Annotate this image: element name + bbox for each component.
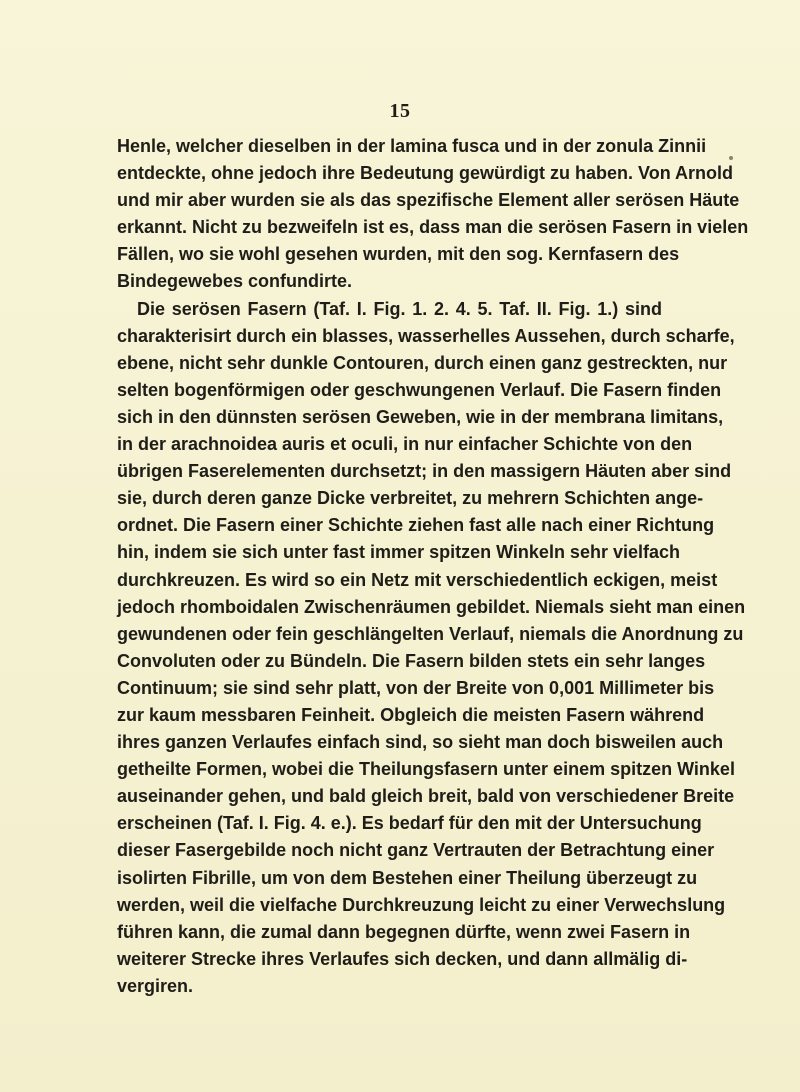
text-line: Bindegewebes confundirte. <box>117 271 353 292</box>
text-line: durchkreuzen. Es wird so ein Netz mit verschiedentlich eckigen, meist <box>117 569 718 590</box>
text-line: ebene, nicht sehr dunkle Contouren, durch einen ganz gestreckten, nur <box>117 352 728 373</box>
text-line: sich in den dünnsten serösen Geweben, wie in der membrana limitans, <box>117 406 724 427</box>
text-line: entdeckte, ohne jedoch ihre Bedeutung gewürdigt zu haben. Von Arnold <box>117 163 734 184</box>
text-line: getheilte Formen, wobei die Theilungsfasern unter einem spitzen Winkel <box>117 759 735 780</box>
text-line: sie, durch deren ganze Dicke verbreitet, zu mehrern Schichten ange- <box>117 488 704 509</box>
text-line: in der arachnoidea auris et oculi, in nur einfacher Schichte von den <box>117 434 693 455</box>
text-line: ordnet. Die Fasern einer Schichte ziehen fast alle nach einer Richtung <box>117 515 715 536</box>
text-line: werden, weil die vielfache Durchkreuzung leicht zu einer Verwechslung <box>117 894 726 915</box>
text-line: Fällen, wo sie wohl gesehen wurden, mit den sog. Kernfasern des <box>117 244 680 265</box>
text-line: dieser Fasergebilde noch nicht ganz Vertrauten der Betrachtung einer <box>117 840 715 861</box>
text-line: charakterisirt durch ein blasses, wasserhelles Aussehen, durch scharfe, <box>117 325 735 346</box>
page-number: 15 <box>389 100 411 122</box>
text-line: auseinander gehen, und bald gleich breit, bald von verschiedener Breite <box>117 786 735 807</box>
text-line: weiterer Strecke ihres Verlaufes sich decken, und dann allmälig di- <box>117 948 688 969</box>
text-line: Convoluten oder zu Bündeln. Die Fasern bilden stets ein sehr langes <box>117 650 706 671</box>
text-line: vergiren. <box>117 975 194 996</box>
text-line: isolirten Fibrille, um von dem Bestehen einer Theilung überzeugt zu <box>117 867 698 888</box>
text-line: erscheinen (Taf. I. Fig. 4. e.). Es bedarf für den mit der Untersuchung <box>117 813 702 834</box>
text-line: hin, indem sie sich unter fast immer spitzen Winkeln sehr vielfach <box>117 542 680 563</box>
margin-speck <box>729 156 733 160</box>
text-line: Die serösen Fasern (Taf. I. Fig. 1. 2. 4. 5. Taf. II. Fig. 1.) sind <box>137 298 662 319</box>
text-line: selten bogenförmigen oder geschwungenen Verlauf. Die Fasern finden <box>117 379 722 400</box>
text-line: jedoch rhomboidalen Zwischenräumen gebildet. Niemals sieht man einen <box>117 596 746 617</box>
text-line: zur kaum messbaren Feinheit. Obgleich die meisten Fasern während <box>117 704 705 725</box>
text-line: führen kann, die zumal dann begegnen dürfte, wenn zwei Fasern in <box>117 921 691 942</box>
text-line: übrigen Faserelementen durchsetzt; in den massigern Häuten aber sind <box>117 461 732 482</box>
text-line: ihres ganzen Verlaufes einfach sind, so sieht man doch bisweilen auch <box>117 732 724 753</box>
body-text <box>117 133 749 1000</box>
text-line: Continuum; sie sind sehr platt, von der Breite von 0,001 Millimeter bis <box>117 677 715 698</box>
text-line: gewundenen oder fein geschlängelten Verlauf, niemals die Anordnung zu <box>117 623 744 644</box>
text-line: Henle, welcher dieselben in der lamina fusca und in der zonula Zinnii <box>117 136 707 156</box>
text-line: und mir aber wurden sie als das spezifische Element aller serösen Häute <box>117 190 740 211</box>
text-line: erkannt. Nicht zu bezweifeln ist es, dass man die serösen Fasern in vielen <box>117 217 749 238</box>
